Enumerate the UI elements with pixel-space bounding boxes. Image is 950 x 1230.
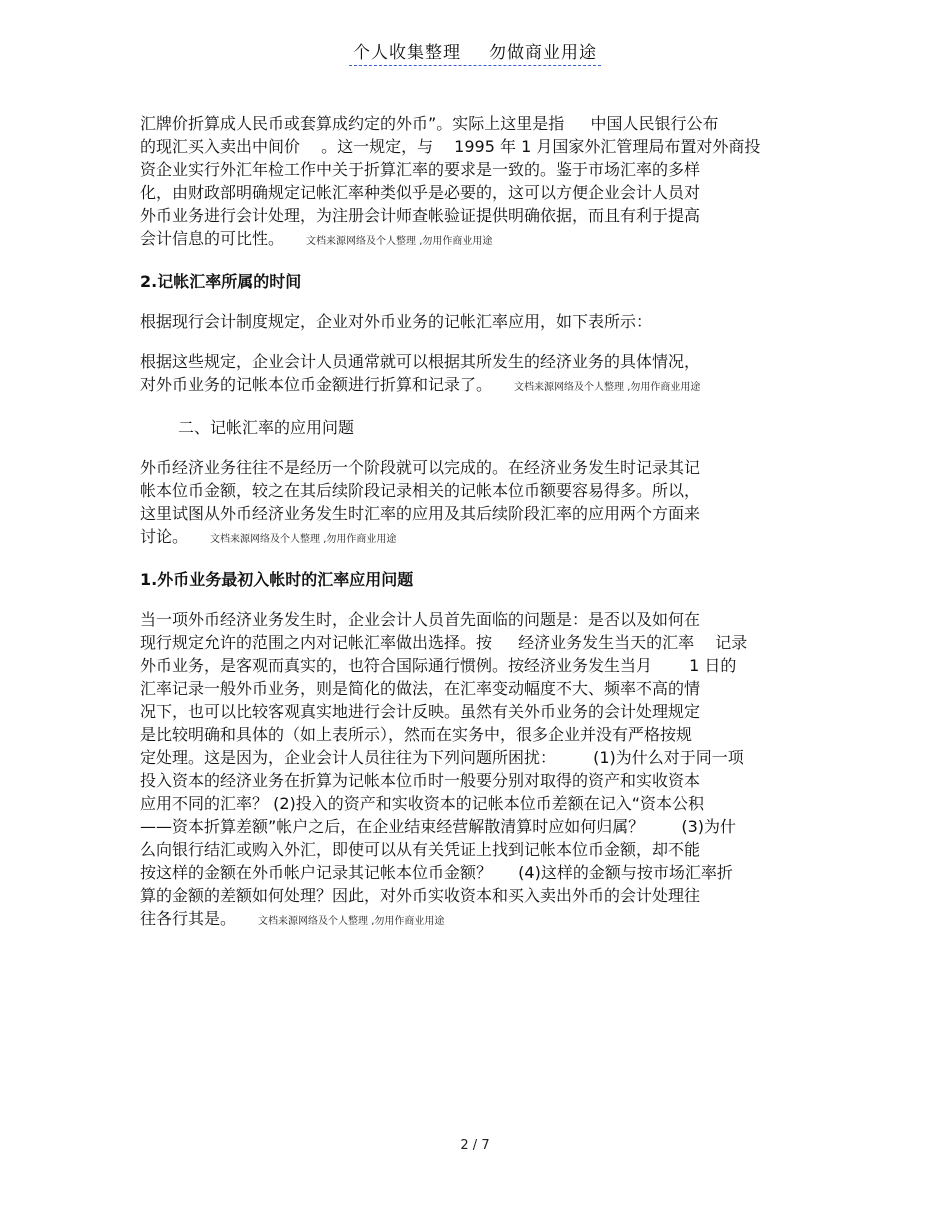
- text-line: [140, 907, 800, 933]
- source-note: 文档来源网络及个人整理 ,勿用作商业用途: [306, 236, 493, 247]
- text-line: 么向银行结汇或购入外汇，即使可以从有关凭证上找到记帐本位币金额，却不能: [140, 840, 701, 859]
- text-line: [140, 227, 800, 253]
- document-body: [140, 112, 800, 950]
- source-note: 文档来源网络及个人整理 ,勿用作商业用途: [514, 382, 701, 393]
- paragraph-2: [140, 310, 800, 333]
- text-line: 外币经济业务往往不是经历一个阶段就可以完成的。在经济业务发生时记录其记: [140, 458, 701, 477]
- text-line: 是比较明确和具体的（如上表所示），然而在实务中，很多企业并没有严格按规: [140, 725, 693, 744]
- paragraph-3: [140, 350, 800, 399]
- page-header: [0, 38, 950, 66]
- text-line: 根据现行会计制度规定，企业对外币业务的记帐汇率应用，如下表所示：: [140, 312, 653, 331]
- line-text: 会计信息的可比性。: [140, 229, 285, 248]
- line-text: 往各行其是。: [140, 909, 237, 928]
- header-right: 勿做商业用途: [489, 43, 597, 63]
- header-left: 个人收集整理: [353, 43, 461, 63]
- text-line: 汇牌价折算成人民币或套算成约定的外币”。实际上这里是指 中国人民银行公布: [140, 114, 719, 133]
- text-line: 当一项外币经济业务发生时，企业会计人员首先面临的问题是：是否以及如何在: [140, 610, 701, 629]
- paragraph-5: [140, 608, 800, 933]
- section-heading-1: [140, 568, 800, 591]
- heading-text: 2.记帐汇率所属的时间: [140, 272, 302, 291]
- header-text: [349, 38, 601, 66]
- text-line: 化，由财政部明确规定记帐汇率种类似乎是必要的，这可以方便企业会计人员对: [140, 183, 701, 202]
- text-line: 应用不同的汇率？ (2)投入的资产和实收资本的记帐本位币差额在记入“资本公积: [140, 794, 705, 813]
- text-line: 这里试图从外币经济业务发生时汇率的应用及其后续阶段汇率的应用两个方面来: [140, 504, 701, 523]
- source-note: 文档来源网络及个人整理 ,勿用作商业用途: [210, 534, 397, 545]
- text-line: 帐本位币金额，较之在其后续阶段记录相关的记帐本位币额要容易得多。所以，: [140, 481, 701, 500]
- text-line: 的现汇买入卖出中间价 。这一规定，与 1995 年 1 月国家外汇管理局布置对外商投: [140, 137, 761, 156]
- text-line: 外币业务，是客观而真实的，也符合国际通行惯例。按经济业务发生当月 1 日的: [140, 656, 737, 675]
- paragraph-4: [140, 456, 800, 551]
- text-line: [140, 373, 800, 399]
- source-note: 文档来源网络及个人整理 ,勿用作商业用途: [258, 916, 445, 927]
- text-line: 算的金额的差额如何处理？因此，对外币实收资本和买入卖出外币的会计处理往: [140, 886, 701, 905]
- text-line: 资企业实行外汇年检工作中关于折算汇率的要求是一致的。鉴于市场汇率的多样: [140, 160, 701, 179]
- text-line: [140, 525, 800, 551]
- paragraph-1: [140, 112, 800, 253]
- heading-text: 1.外币业务最初入帐时的汇率应用问题: [140, 570, 414, 589]
- text-line: 定处理。这是因为，企业会计人员往往为下列问题所困扰： (1)为什么对于同一项: [140, 748, 744, 767]
- page-number: 2 / 7: [460, 1138, 490, 1153]
- text-line: 现行规定允许的范围之内对记帐汇率做出选择。按 经济业务发生当天的汇率 记录: [140, 633, 748, 652]
- text-line: ——资本折算差额”帐户之后，在企业结束经营解散清算时应如何归属？ (3)为什: [140, 817, 737, 836]
- section-heading-ii: [140, 416, 800, 439]
- text-line: 汇率记录一般外币业务，则是简化的做法，在汇率变动幅度不大、频率不高的情: [140, 679, 701, 698]
- text-line: 按这样的金额在外币帐户记录其记帐本位币金额？ (4)这样的金额与按市场汇率折: [140, 863, 733, 882]
- line-text: 讨论。: [140, 527, 189, 546]
- heading-text: 二、记帐汇率的应用问题: [178, 418, 355, 437]
- text-line: 外币业务进行会计处理，为注册会计师查帐验证提供明确依据，而且有利于提高: [140, 206, 701, 225]
- section-heading-2: [140, 270, 800, 293]
- line-text: 对外币业务的记帐本位币金额进行折算和记录了。: [140, 375, 493, 394]
- text-line: 投入资本的经济业务在折算为记帐本位币时一般要分别对取得的资产和实收资本: [140, 771, 701, 790]
- text-line: 根据这些规定，企业会计人员通常就可以根据其所发生的经济业务的具体情况，: [140, 352, 701, 371]
- text-line: 况下，也可以比较客观真实地进行会计反映。虽然有关外币业务的会计处理规定: [140, 702, 701, 721]
